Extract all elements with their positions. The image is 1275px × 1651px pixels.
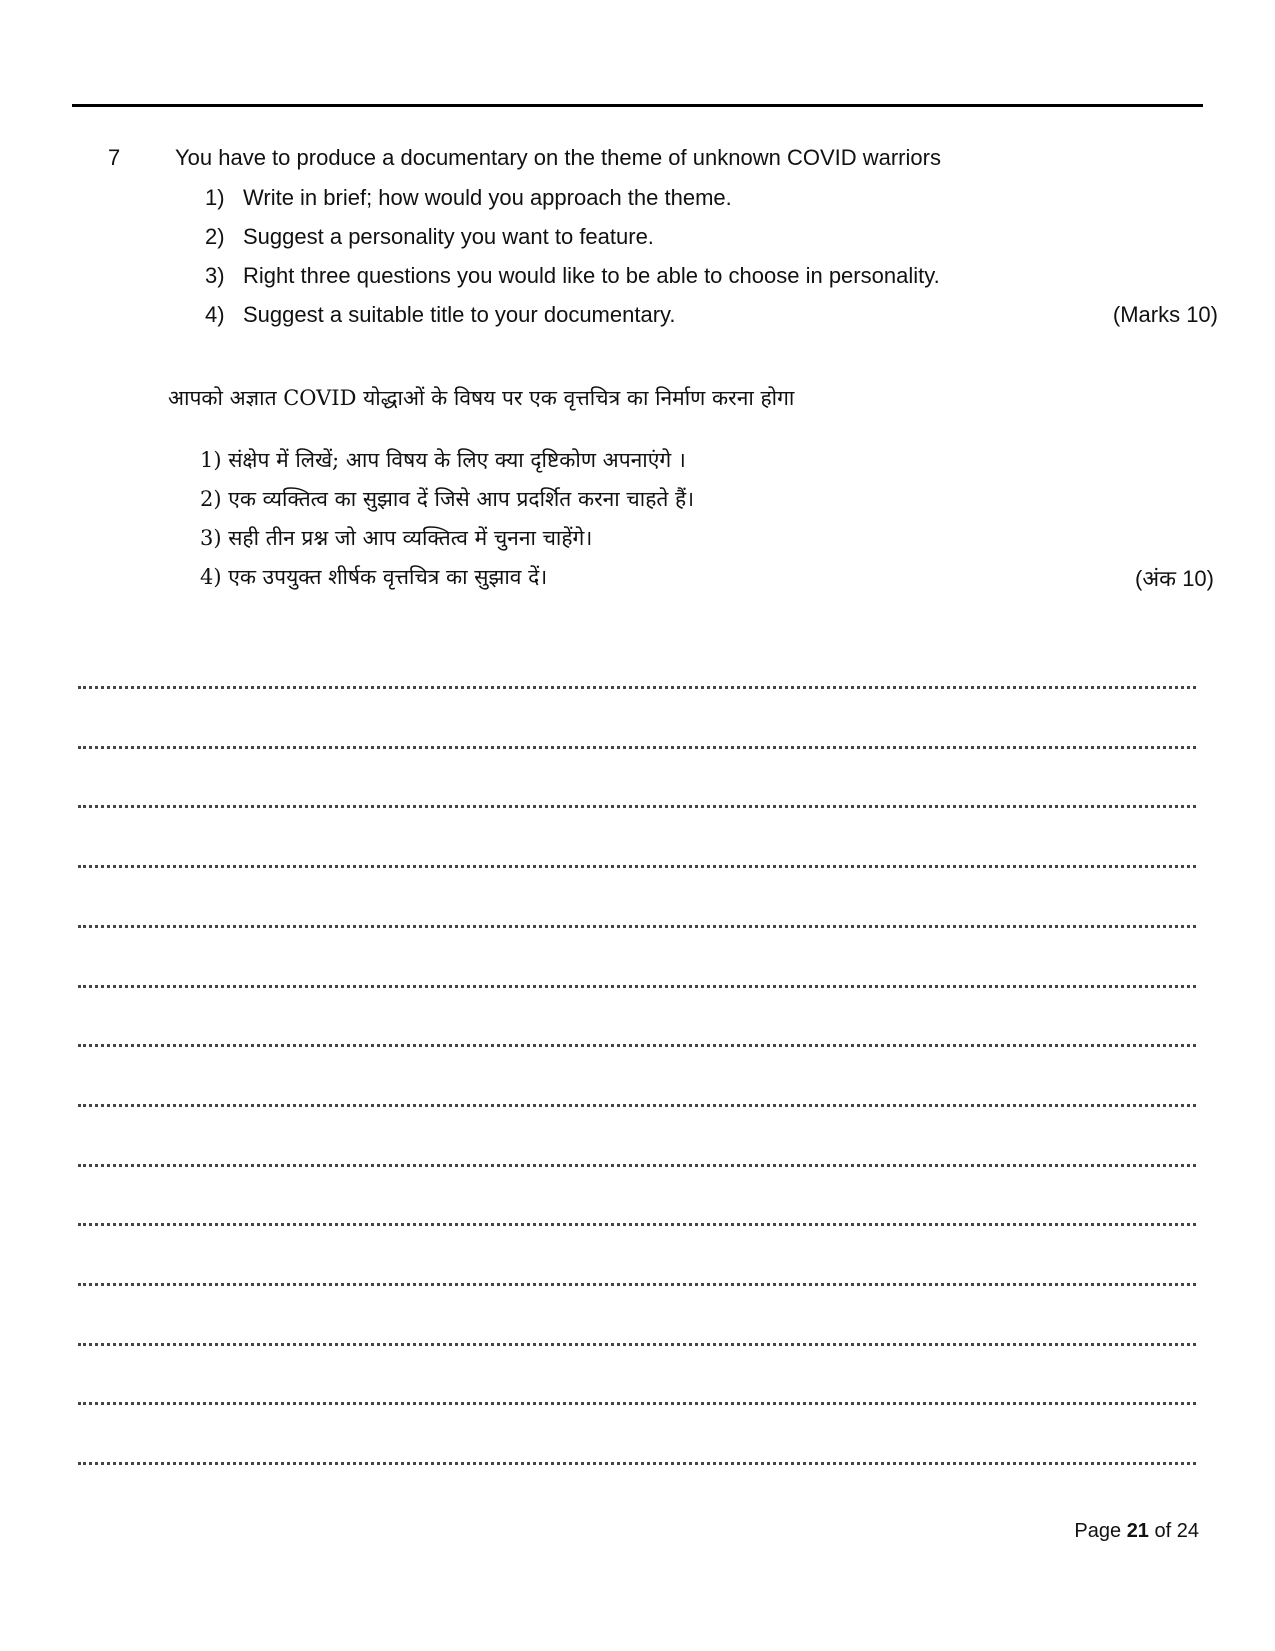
hindi-marks-label: (अंक 10) [1135,566,1214,591]
item-number: 4) [205,302,225,327]
answer-line [78,1104,1196,1107]
hindi-item-2: 2) एक व्यक्तित्व का सुझाव दें जिसे आप प्रदर्शित करना चाहते हैं। [200,487,695,511]
page-of: of [1154,1520,1172,1542]
answer-line [78,865,1196,868]
question-item-3 [205,263,940,289]
question-number: 7 [108,145,121,170]
item-text: Suggest a personality you want to feature. [243,224,654,249]
page-total: 24 [1176,1520,1199,1542]
page-current: 21 [1126,1520,1149,1542]
answer-line [78,1462,1196,1465]
marks-label: (Marks 10) [1112,302,1218,327]
question-item-4 [205,302,676,328]
answer-line [78,985,1196,988]
hindi-item-1: 1) संक्षेप में लिखें; आप विषय के लिए क्या दृष्टिकोण अपनाएंगे । [200,448,686,472]
item-number: 2) [205,224,225,249]
question-item-2 [205,224,654,250]
answer-line [78,1223,1196,1226]
hindi-question-text: आपको अज्ञात COVID योद्धाओं के विषय पर एक वृत्तचित्र का निर्माण करना होगा [168,386,795,410]
answer-line [78,1044,1196,1047]
answer-line [78,686,1196,689]
hindi-item-4: 4) एक उपयुक्त शीर्षक वृत्तचित्र का सुझाव दें। [200,565,548,589]
top-rule [72,104,1203,107]
answer-line [78,805,1196,808]
answer-line [78,1343,1196,1346]
hindi-item-3: 3) सही तीन प्रश्न जो आप व्यक्तित्व में चुनना चाहेंगे। [200,526,593,550]
question-item-1 [205,185,732,211]
item-text: Suggest a suitable title to your documentary. [243,302,676,327]
answer-line [78,1164,1196,1167]
answer-line [78,925,1196,928]
answer-line [78,1402,1196,1405]
answer-line [78,746,1196,749]
item-text: Write in brief; how would you approach the theme. [243,185,732,210]
item-text: Right three questions you would like to be able to choose in personality. [243,263,940,288]
item-number: 1) [205,185,225,210]
page-prefix: Page [1074,1520,1122,1542]
page-footer [1074,1520,1199,1543]
question-text: You have to produce a documentary on the theme of unknown COVID warriors [175,145,941,170]
item-number: 3) [205,263,225,288]
answer-line [78,1283,1196,1286]
